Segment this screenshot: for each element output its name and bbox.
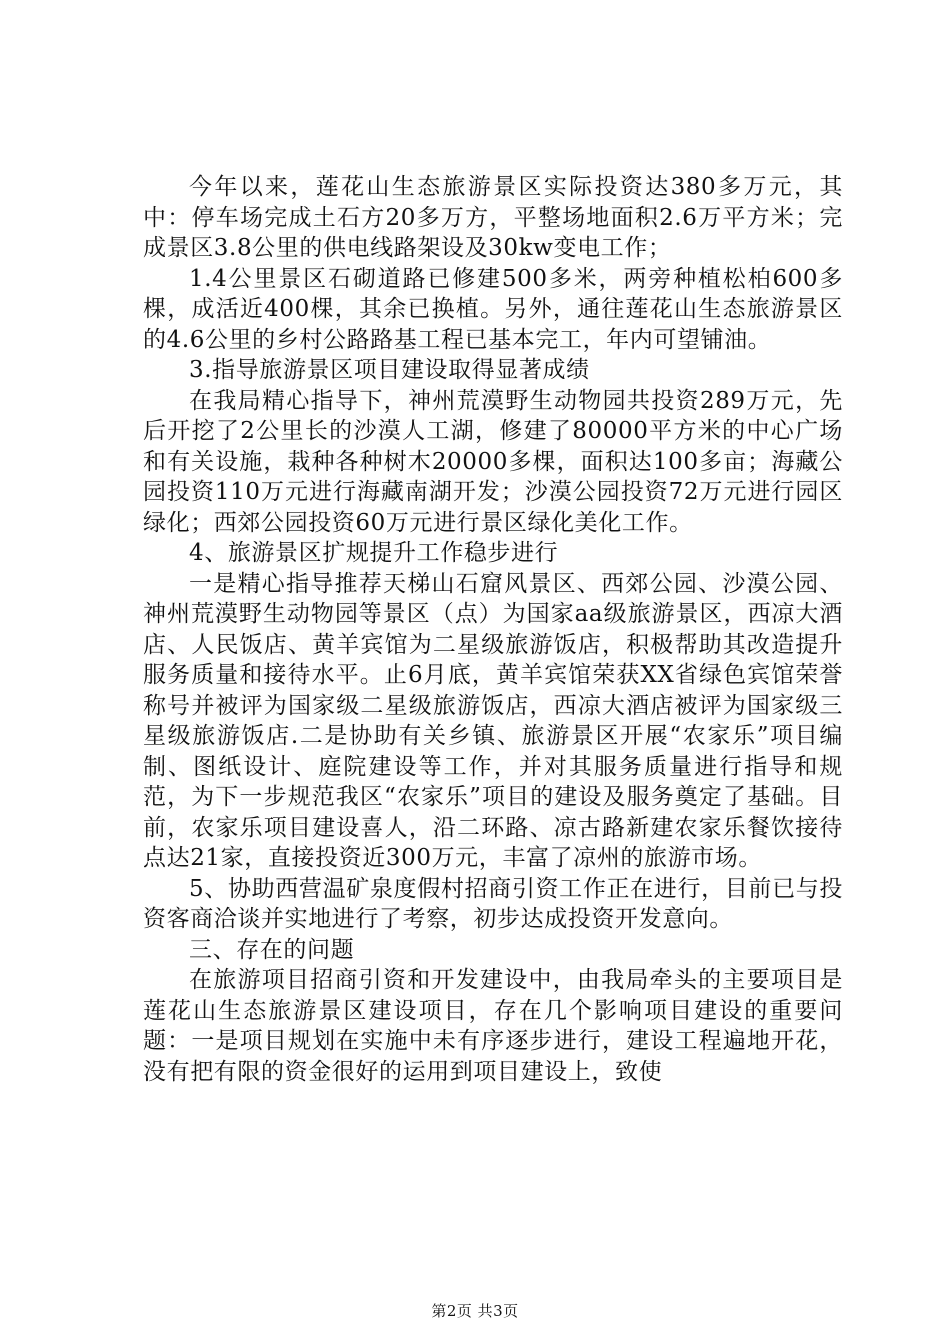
paragraph-resort-investment: 5、协助西营温矿泉度假村招商引资工作正在进行，目前已与投资客商洽谈并实地进行了考察，初步达成投资开发意向。	[143, 875, 843, 932]
section-heading-problems: 三、存在的问题	[189, 936, 355, 963]
page-footer: 第2页 共3页	[431, 1302, 519, 1320]
paragraph-wildlife-park: 在我局精心指导下，神州荒漠野生动物园共投资289万元，先后开挖了2公里长的沙漠人工湖，修建了80000平方米的中心广场和有关设施，栽种各种树木20000多棵，面积达100多亩；海藏公园投资110万元进行海藏南湖开发；沙漠公园投资72万元进行园区绿化；西郊公园投资60万元进行景区绿化美化工作。	[143, 387, 843, 536]
paragraph-road-construction: 1.4公里景区石砌道路已修建500多米，两旁种植松柏600多棵，成活近400棵，其余已换植。另外，通往莲花山生态旅游景区的4.6公里的乡村公路路基工程已基本完工，年内可望铺油。	[143, 265, 843, 353]
document-body	[143, 172, 843, 1087]
section-heading-expansion: 4、旅游景区扩规提升工作稳步进行	[189, 540, 559, 566]
paragraph-investment-summary: 今年以来，莲花山生态旅游景区实际投资达380多万元，其中：停车场完成土石方20多万方，平整场地面积2.6万平方米；完成景区3.8公里的供电线路架设及30kw变电工作；	[143, 174, 843, 261]
paragraph-problems: 在旅游项目招商引资和开发建设中，由我局牵头的主要项目是莲花山生态旅游景区建设项目，存在几个影响项目建设的重要问题：一是项目规划在实施中未有序逐步进行，建设工程遍地开花，没有把有限的资金很好的运用到项目建设上，致使	[143, 967, 843, 1085]
paragraph-scenic-ratings: 一是精心指导推荐天梯山石窟风景区、西郊公园、沙漠公园、神州荒漠野生动物园等景区（点）为国家aa级旅游景区，西凉大酒店、人民饭店、黄羊宾馆为二星级旅游饭店，积极帮助其改造提升服务质量和接待水平。止6月底，黄羊宾馆荣获XX省绿色宾馆荣誉称号并被评为国家级二星级旅游饭店，西凉大酒店被评为国家级三星级旅游饭店.二是协助有关乡镇、旅游景区开展“农家乐”项目编制、图纸设计、庭院建设等工作，并对其服务质量进行指导和规范，为下一步规范我区“农家乐”项目的建设及服务奠定了基础。目前，农家乐项目建设喜人，沿二环路、凉古路新建农家乐餐饮接待点达21家，直接投资近300万元，丰富了凉州的旅游市场。	[143, 570, 843, 871]
section-heading-guidance: 3.指导旅游景区项目建设取得显著成绩	[189, 357, 590, 383]
